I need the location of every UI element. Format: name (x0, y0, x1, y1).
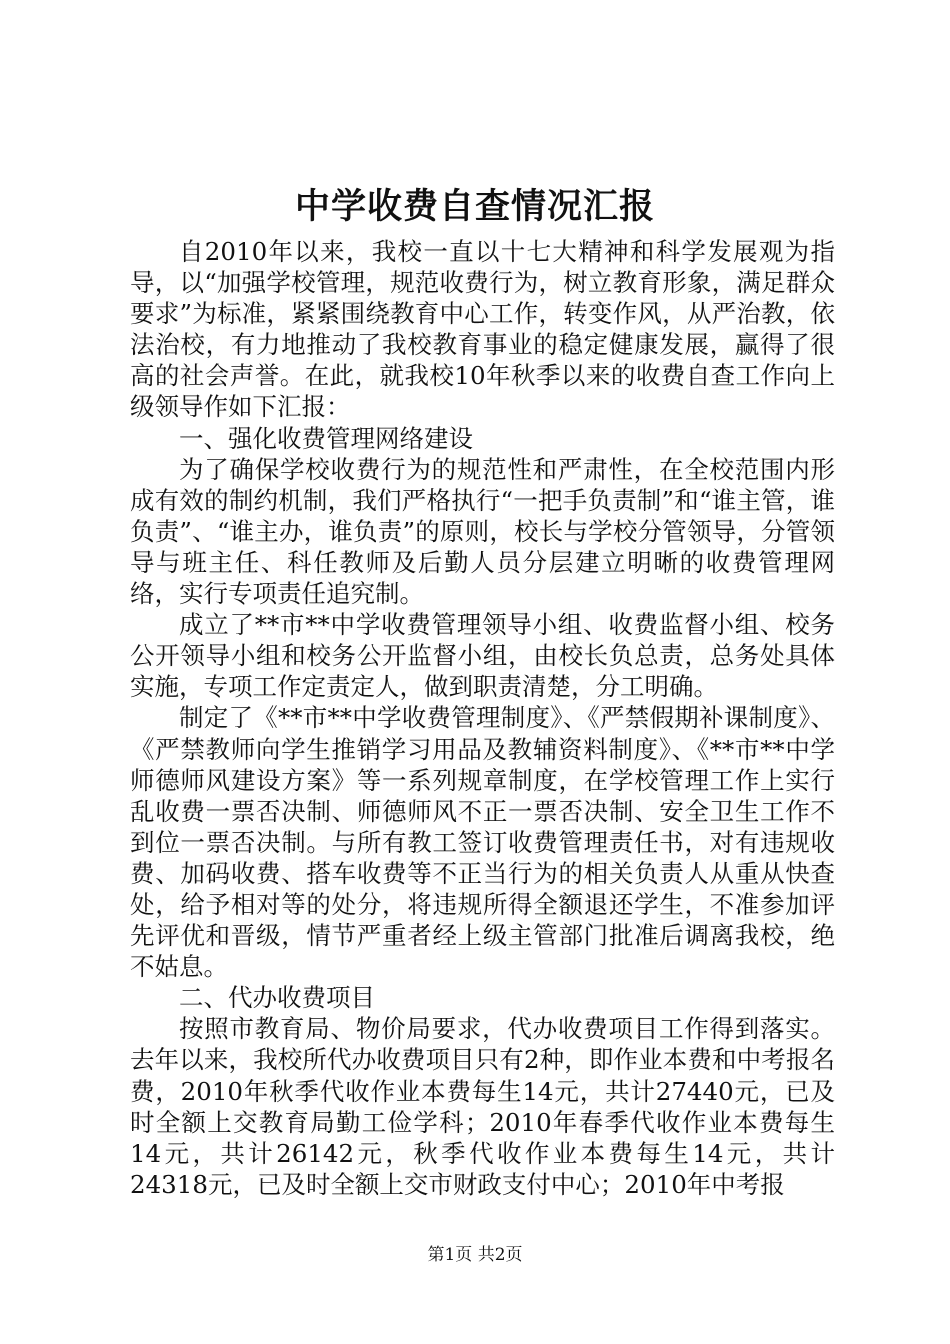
paragraph-network: 为了确保学校收费行为的规范性和严肃性，在全校范围内形成有效的制约机制，我们严格执行“一把手负责制”和“谁主管，谁负责”、“谁主办，谁负责”的原则，校长与学校分管领导，分管领导与班主任、科任教师及后勤人员分层建立明晰的收费管理网络，实行专项责任追究制。 (130, 454, 835, 609)
section-heading-1: 一、强化收费管理网络建设 (179, 423, 473, 453)
section-heading-2: 二、代办收费项目 (179, 983, 375, 1013)
paragraph-intro: 自2010年以来，我校一直以十七大精神和科学发展观为指导，以“加强学校管理，规范收费行为，树立教育形象，满足群众要求”为标准，紧紧围绕教育中心工作，转变作风，从严治教，依法治校，有力地推动了我校教育事业的稳定健康发展，赢得了很高的社会声誉。在此，就我校10年秋季以来的收费自查工作向上级领导作如下汇报： (130, 237, 835, 422)
paragraph-rules: 制定了《**市**中学收费管理制度》、《严禁假期补课制度》、《严禁教师向学生推销学习用品及教辅资料制度》、《**市**中学师德师风建设方案》等一系列规章制度，在学校管理工作上实行乱收费一票否决制、师德师风不正一票否决制、安全卫生工作不到位一票否决制。与所有教工签订收费管理责任书，对有违规收费、加码收费、搭车收费等不正当行为的相关负责人从重从快查处，给予相对等的处分，将违规所得全额退还学生，不准参加评先评优和晋级，情节严重者经上级主管部门批准后调离我校，绝不姑息。 (130, 703, 835, 982)
page-footer: 第1页 共2页 (427, 1245, 523, 1265)
paragraph-groups: 成立了**市**中学收费管理领导小组、收费监督小组、校务公开领导小组和校务公开监督小组，由校长负总责，总务处具体实施，专项工作定责定人，做到职责清楚，分工明确。 (130, 610, 835, 702)
document-body (130, 236, 835, 1200)
paragraph-fees: 按照市教育局、物价局要求，代办收费项目工作得到落实。去年以来，我校所代办收费项目只有2种，即作业本费和中考报名费，2010年秋季代收作业本费每生14元，共计27440元，已及时全额上交教育局勤工俭学科；2010年春季代收作业本费每生14元，共计26142元，秋季代收作业本费每生14元，共计24318元，已及时全额上交市财政支付中心；2010年中考报 (130, 1014, 835, 1199)
document-title: 中学收费自查情况汇报 (294, 186, 655, 227)
